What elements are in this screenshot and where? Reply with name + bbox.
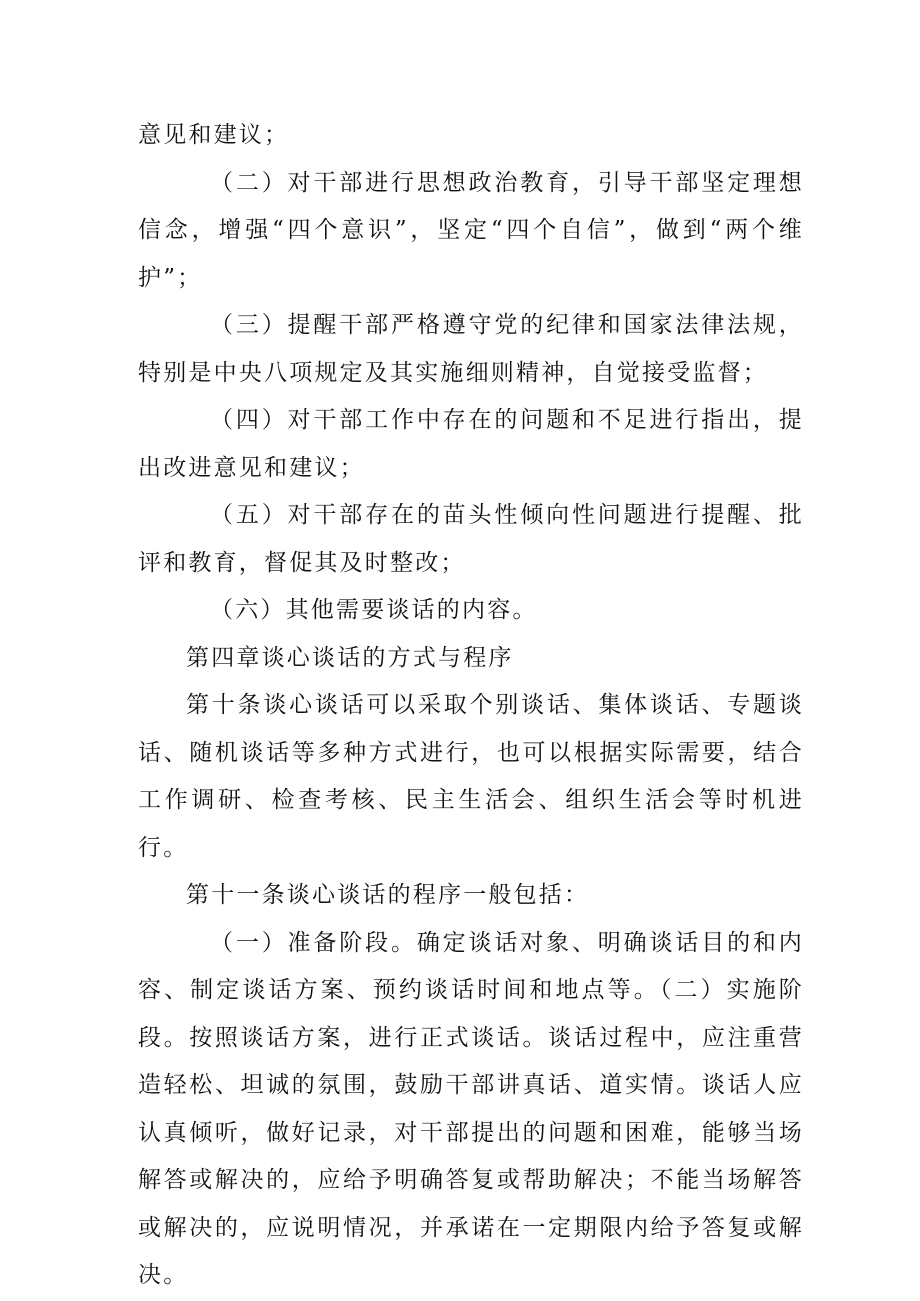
chapter-heading: 第四章谈心谈话的方式与程序 [186, 644, 514, 671]
list-item-5: （五）对干部存在的苗头性倾向性问题进行提醒、批评和教育，督促其及时整改； [138, 502, 804, 576]
article-11: 第十一条谈心谈话的程序一般包括： [186, 882, 590, 908]
list-item-3: （三）提醒干部严格遵守党的纪律和国家法律法规，特别是中央八项规定及其实施细则精神，自觉接受监督； [138, 312, 804, 386]
list-item-4: （四）对干部工作中存在的问题和不足进行指出，提出改进意见和建议； [138, 407, 804, 481]
procedure-stages: （一）准备阶段。确定谈话对象、明确谈话目的和内容、制定谈话方案、预约谈话时间和地点等。（二）实施阶段。按照谈话方案，进行正式谈话。谈话过程中，应注重营造轻松、坦诚的氛围，鼓励干部讲真话、道实情。谈话人应认真倾听，做好记录，对干部提出的问题和困难，能够当场解答或解决的，应给予明确答复或帮助解决；不能当场解答或解决的，应说明情况，并承诺在一定期限内给予答复或解决。 [138, 929, 804, 1288]
article-10: 第十条谈心谈话可以采取个别谈话、集体谈话、专题谈话、随机谈话等多种方式进行，也可以根据实际需要，结合工作调研、检查考核、民主生活会、组织生活会等时机进行。 [138, 692, 804, 861]
list-item-2: （二）对干部进行思想政治教育，引导干部坚定理想信念，增强“四个意识”，坚定“四个自信”，做到“两个维护”； [138, 169, 804, 291]
list-item-6: （六）其他需要谈话的内容。 [210, 597, 538, 623]
paragraph-continuation: 意见和建议； [138, 122, 290, 148]
